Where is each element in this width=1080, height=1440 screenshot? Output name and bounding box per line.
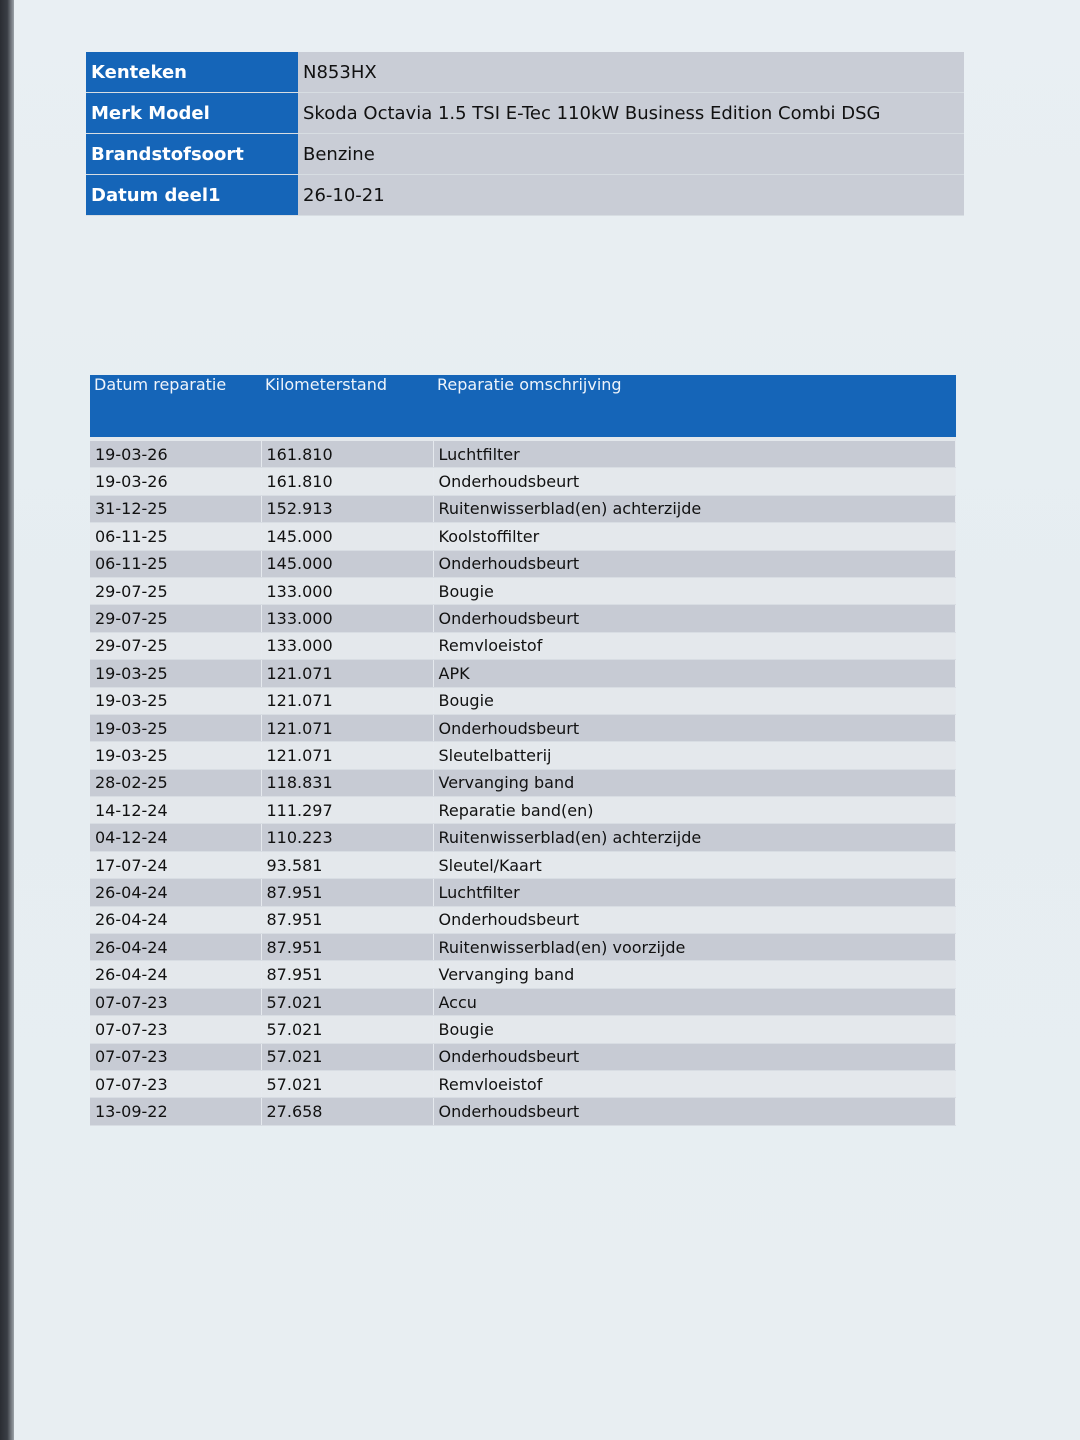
repair-mileage: 145.000	[261, 523, 433, 550]
table-row	[90, 1043, 956, 1070]
repair-mileage: 87.951	[261, 879, 433, 906]
repair-date: 13-09-22	[90, 1098, 261, 1125]
repair-description: Ruitenwisserblad(en) voorzijde	[433, 934, 956, 961]
table-row	[90, 687, 956, 714]
repair-date: 28-02-25	[90, 769, 261, 796]
repair-date: 26-04-24	[90, 934, 261, 961]
vehicle-info-value: N853HX	[298, 52, 964, 93]
repair-mileage: 133.000	[261, 605, 433, 632]
repair-date: 19-03-26	[90, 441, 261, 468]
table-row	[90, 879, 956, 906]
repair-date: 19-03-25	[90, 660, 261, 687]
table-row	[90, 550, 956, 577]
repair-mileage: 133.000	[261, 632, 433, 659]
repair-date: 07-07-23	[90, 988, 261, 1015]
repair-mileage: 118.831	[261, 769, 433, 796]
repair-history-table	[90, 375, 956, 1126]
repair-date: 06-11-25	[90, 550, 261, 577]
repair-date: 26-04-24	[90, 879, 261, 906]
table-row	[90, 660, 956, 687]
repair-header-row	[90, 375, 956, 437]
repair-mileage: 161.810	[261, 441, 433, 468]
repair-description: Vervanging band	[433, 961, 956, 988]
vehicle-info-row	[86, 52, 964, 93]
repair-description: Ruitenwisserblad(en) achterzijde	[433, 495, 956, 522]
table-row	[90, 1016, 956, 1043]
repair-mileage: 133.000	[261, 577, 433, 604]
repair-mileage: 57.021	[261, 988, 433, 1015]
repair-description: Sleutelbatterij	[433, 742, 956, 769]
repair-date: 19-03-26	[90, 468, 261, 495]
vehicle-info-label: Datum deel1	[86, 175, 298, 216]
vehicle-info-value: Benzine	[298, 134, 964, 175]
repair-mileage: 145.000	[261, 550, 433, 577]
repair-description: Onderhoudsbeurt	[433, 468, 956, 495]
table-row	[90, 632, 956, 659]
repair-description: Koolstoffilter	[433, 523, 956, 550]
repair-mileage: 57.021	[261, 1043, 433, 1070]
vehicle-info-value: 26-10-21	[298, 175, 964, 216]
table-row	[90, 851, 956, 878]
repair-date: 07-07-23	[90, 1070, 261, 1097]
repair-mileage: 121.071	[261, 742, 433, 769]
repair-date: 19-03-25	[90, 714, 261, 741]
repair-mileage: 121.071	[261, 714, 433, 741]
vehicle-info-row	[86, 175, 964, 216]
vehicle-info-value: Skoda Octavia 1.5 TSI E-Tec 110kW Business Edition Combi DSG	[298, 93, 964, 134]
table-row	[90, 523, 956, 550]
repair-date: 26-04-24	[90, 906, 261, 933]
repair-mileage: 161.810	[261, 468, 433, 495]
table-row	[90, 961, 956, 988]
repair-description: Vervanging band	[433, 769, 956, 796]
repair-date: 19-03-25	[90, 742, 261, 769]
table-row	[90, 824, 956, 851]
repair-date: 29-07-25	[90, 577, 261, 604]
repair-mileage: 27.658	[261, 1098, 433, 1125]
table-row	[90, 1098, 956, 1125]
repair-date: 29-07-25	[90, 605, 261, 632]
repair-description: Reparatie band(en)	[433, 797, 956, 824]
repair-mileage: 152.913	[261, 495, 433, 522]
repair-date: 14-12-24	[90, 797, 261, 824]
repair-mileage: 87.951	[261, 961, 433, 988]
repair-mileage: 93.581	[261, 851, 433, 878]
repair-date: 31-12-25	[90, 495, 261, 522]
repair-description: Bougie	[433, 687, 956, 714]
repair-description: Accu	[433, 988, 956, 1015]
repair-description: Remvloeistof	[433, 632, 956, 659]
repair-description: Onderhoudsbeurt	[433, 1043, 956, 1070]
repair-description: Onderhoudsbeurt	[433, 550, 956, 577]
repair-date: 07-07-23	[90, 1016, 261, 1043]
repair-mileage: 121.071	[261, 687, 433, 714]
header-kilometerstand: Kilometerstand	[261, 375, 433, 437]
table-row	[90, 797, 956, 824]
vehicle-info-label: Brandstofsoort	[86, 134, 298, 175]
repair-description: Bougie	[433, 577, 956, 604]
repair-mileage: 87.951	[261, 934, 433, 961]
vehicle-info-row	[86, 93, 964, 134]
repair-date: 17-07-24	[90, 851, 261, 878]
vehicle-info-row	[86, 134, 964, 175]
table-row	[90, 441, 956, 468]
table-row	[90, 769, 956, 796]
repair-mileage: 57.021	[261, 1070, 433, 1097]
table-row	[90, 495, 956, 522]
table-row	[90, 742, 956, 769]
repair-description: Sleutel/Kaart	[433, 851, 956, 878]
repair-description: APK	[433, 660, 956, 687]
table-row	[90, 714, 956, 741]
repair-date: 07-07-23	[90, 1043, 261, 1070]
table-row	[90, 934, 956, 961]
repair-description: Luchtfilter	[433, 879, 956, 906]
repair-date: 04-12-24	[90, 824, 261, 851]
table-row	[90, 1070, 956, 1097]
repair-description: Onderhoudsbeurt	[433, 605, 956, 632]
repair-mileage: 111.297	[261, 797, 433, 824]
table-row	[90, 605, 956, 632]
repair-description: Bougie	[433, 1016, 956, 1043]
repair-date: 06-11-25	[90, 523, 261, 550]
repair-mileage: 110.223	[261, 824, 433, 851]
vehicle-info-label: Kenteken	[86, 52, 298, 93]
table-row	[90, 468, 956, 495]
repair-date: 29-07-25	[90, 632, 261, 659]
table-row	[90, 577, 956, 604]
vehicle-info-table	[86, 52, 964, 216]
header-reparatie-omschrijving: Reparatie omschrijving	[433, 375, 956, 437]
repair-description: Onderhoudsbeurt	[433, 714, 956, 741]
repair-description: Luchtfilter	[433, 441, 956, 468]
repair-mileage: 57.021	[261, 1016, 433, 1043]
repair-mileage: 87.951	[261, 906, 433, 933]
header-datum-reparatie: Datum reparatie	[90, 375, 261, 437]
repair-mileage: 121.071	[261, 660, 433, 687]
repair-description: Onderhoudsbeurt	[433, 1098, 956, 1125]
table-row	[90, 906, 956, 933]
repair-date: 26-04-24	[90, 961, 261, 988]
repair-description: Onderhoudsbeurt	[433, 906, 956, 933]
table-row	[90, 988, 956, 1015]
repair-date: 19-03-25	[90, 687, 261, 714]
repair-description: Remvloeistof	[433, 1070, 956, 1097]
vehicle-info-label: Merk Model	[86, 93, 298, 134]
repair-description: Ruitenwisserblad(en) achterzijde	[433, 824, 956, 851]
